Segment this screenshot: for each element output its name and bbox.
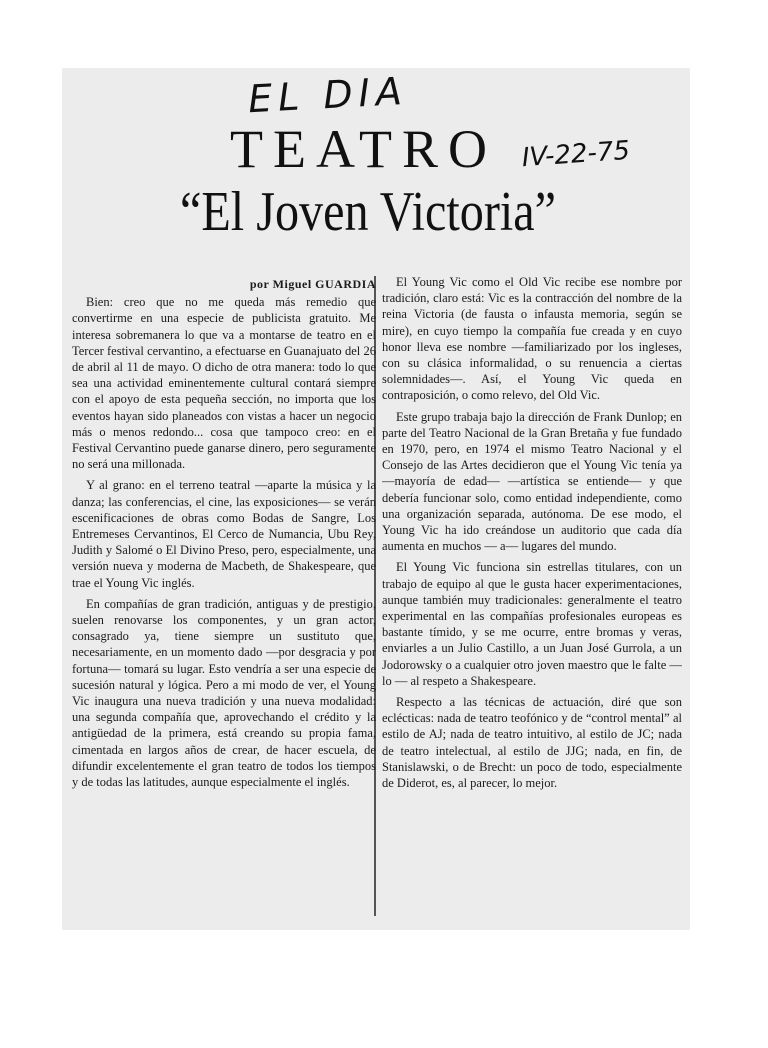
paragraph: Bien: creo que no me queda más remedio que convertirme en una especie de publicista gratuito. Me interesa sobremanera lo que va a montarse de teatro en el Tercer festival cervantino, a efectuarse en Guanajuato del 26 de abril al 11 de mayo. O dicho de otra manera: todo lo que sea una actividad eminentemente cultural contará siempre con el apoyo de esta pequeña sección, no importa que los eventos hayan sido planeados con vistas a hacer un negocio más o menos redondo... cosa que tampoco creo: en el Festival Cervantino puede ganarse dinero, pero seguramente no será una millonada. — [72, 295, 376, 472]
article-column-right — [382, 274, 682, 924]
article-column-left — [72, 274, 376, 924]
byline: por Miguel GUARDIA — [249, 277, 376, 291]
paragraph: Y al grano: en el terreno teatral —aparte la música y la danza; las conferencias, el cine, las exposiciones— se verán escenificaciones de obras como Bodas de Sangre, Los Entremeses Cervantinos, El Cerco de Numancia, Ubu Rey, Judith y Salomé o El Divino Preso, pero, especialmente, una versión nueva y moderna de Macbeth, de Shakespeare, que trae el Young Vic inglés. — [72, 478, 376, 590]
section-title: TEATRO — [230, 119, 497, 179]
handwritten-newspaper-name: EL DIA — [246, 68, 409, 122]
paragraph: El Young Vic como el Old Vic recibe ese nombre por tradición, claro está: Vic es la contracción del nombre de la reina Victoria (de fausta o infausta memoria, según se mire), en cuyo tiempo la compañía fue creada y en cuyo honor lleva ese nombre —familiarizado por los ingleses, con su clásica informalidad, o su renuencia a ciertas solemnidades—. Así, el Young Vic queda en contraposición, o como relevo, del Old Vic. — [382, 275, 682, 403]
article-headline: “El Joven Victoria” — [180, 181, 557, 243]
paragraph: Este grupo trabaja bajo la dirección de Frank Dunlop; en parte del Teatro Nacional de la Gran Bretaña y fue fundado en 1970, pero, en 1974 el mismo Teatro Nacional y el Consejo de las Artes decidieron que el Young Vic tenía ya —mayoría de edad— —artística se entiende— y que debería funcionar solo, como entidad independiente, como una organización separada, autónoma. De ese modo, el Young Vic ha ido creándose un auditorio que cada día aumenta en muchos — a— lugares del mundo. — [382, 409, 682, 554]
paragraph: Respecto a las técnicas de actuación, diré que son eclécticas: nada de teatro teofónico y de “control mental” al estilo de AJ; nada de teatro intuitivo, al estilo de JC; nada de teatro intelectual, al estilo de JJG; nada, en fin, de Stanislawski, o de Brecht: un poco de todo, especialmente de Diderot, es, al parecer, lo mejor. — [382, 695, 682, 791]
handwritten-date: IV-22-75 — [520, 135, 631, 174]
paragraph: En compañías de gran tradición, antiguas y de prestigio, suelen renovarse los componentes, y un gran actor, consagrado ya, tiene siempre un sustituto que, necesariamente, en un momento dado —por desgracia y por fortuna— tomará su lugar. Esto vendría a ser una especie de sucesión natural y lógica. Pero a mi modo de ver, el Young Vic inaugura una nueva tradición y una nueva modalidad: una segunda compañía que, aprovechando el crédito y la antigüedad de la primera, está creando su propia fama, cimentada en largos años de crear, de hacer escuela, de difundir excelentemente el gran teatro de todos los tiempos y de todas las latitudes, aunque especialmente el inglés. — [72, 596, 376, 790]
paragraph: El Young Vic funciona sin estrellas titulares, con un trabajo de equipo al que le gusta hacer experimentaciones, aunque también muy tradicionales: generalmente el teatro experimental en las compañías profesionales europeas es bastante tímido, y se me ocurre, entre bromas y veras, enviarles a un Julio Castillo, a un Juan José Gurrola, a un Jodorowsky o a cualquier otro joven maestro que le falte — lo — al respeto a Shakespeare. — [382, 560, 682, 688]
